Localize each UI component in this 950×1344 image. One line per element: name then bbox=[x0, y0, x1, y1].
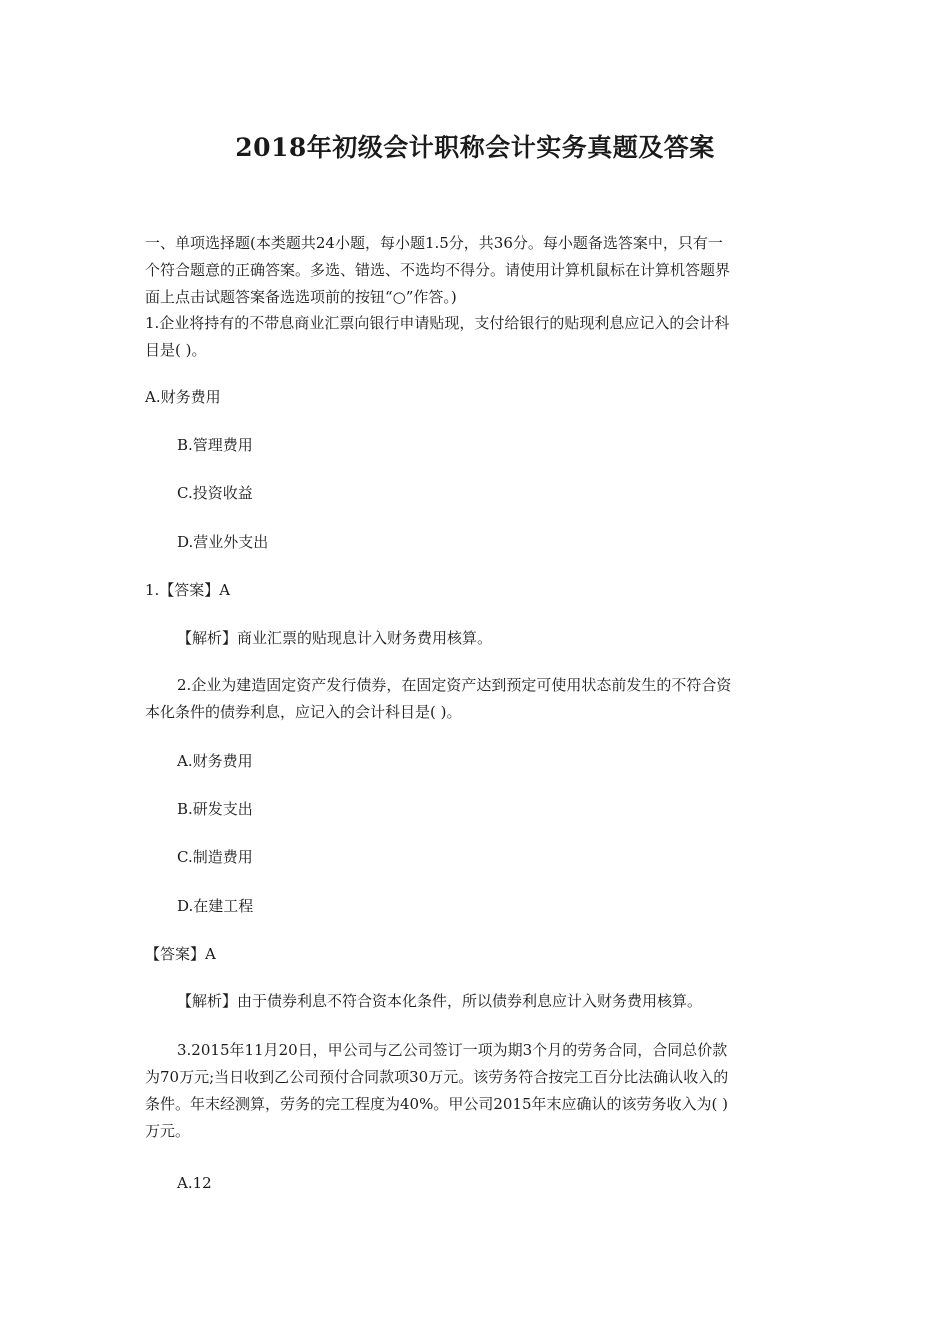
question-2-analysis: 【解析】由于债券利息不符合资本化条件，所以债券利息应计入财务费用核算。 bbox=[177, 992, 703, 1010]
question-3-stem: 条件。年末经测算，劳务的完工程度为40%。甲公司2015年末应确认的该劳务收入为( ) bbox=[145, 1095, 728, 1113]
question-3-stem: 为70万元;当日收到乙公司预付合同款项30万元。该劳务符合按完工百分比法确认收入的 bbox=[145, 1068, 729, 1086]
question-2-option-b: B.研发支出 bbox=[177, 800, 253, 818]
question-1-option-a: A.财务费用 bbox=[145, 388, 221, 406]
question-3-stem: 3.2015年11月20日，甲公司与乙公司签订一项为期3个月的劳务合同，合同总价款 bbox=[177, 1041, 728, 1059]
question-3-stem: 万元。 bbox=[145, 1122, 191, 1140]
question-1-stem: 1.企业将持有的不带息商业汇票向银行申请贴现，支付给银行的贴现利息应记入的会计科 bbox=[145, 314, 730, 332]
question-1-option-b: B.管理费用 bbox=[177, 436, 253, 454]
question-2-stem: 2.企业为建造固定资产发行债券，在固定资产达到预定可使用状态前发生的不符合资 bbox=[177, 676, 732, 694]
question-1-answer: 1.【答案】A bbox=[145, 581, 231, 599]
section-instruction-line: 一、单项选择题(本类题共24小题，每小题1.5分，共36分。每小题备选答案中，只有一 bbox=[145, 234, 723, 252]
question-2-option-c: C.制造费用 bbox=[177, 848, 253, 866]
question-2-option-a: A.财务费用 bbox=[177, 752, 253, 770]
question-1-analysis: 【解析】商业汇票的贴现息计入财务费用核算。 bbox=[177, 629, 493, 647]
question-3-option-a: A.12 bbox=[177, 1174, 212, 1192]
question-1-option-c: C.投资收益 bbox=[177, 484, 253, 502]
question-1-option-d: D.营业外支出 bbox=[177, 533, 269, 551]
question-1-stem: 目是( )。 bbox=[145, 341, 207, 359]
section-instruction-line: 个符合题意的正确答案。多选、错选、不选均不得分。请使用计算机鼠标在计算机答题界 bbox=[145, 261, 731, 279]
question-2-option-d: D.在建工程 bbox=[177, 897, 254, 915]
section-instruction-line: 面上点击试题答案备选选项前的按钮“○”作答。) bbox=[145, 288, 457, 306]
document-title: 2018年初级会计职称会计实务真题及答案 bbox=[235, 133, 715, 162]
question-2-stem: 本化条件的债券利息，应记入的会计科目是( )。 bbox=[145, 703, 462, 721]
question-2-answer: 【答案】A bbox=[145, 945, 216, 963]
